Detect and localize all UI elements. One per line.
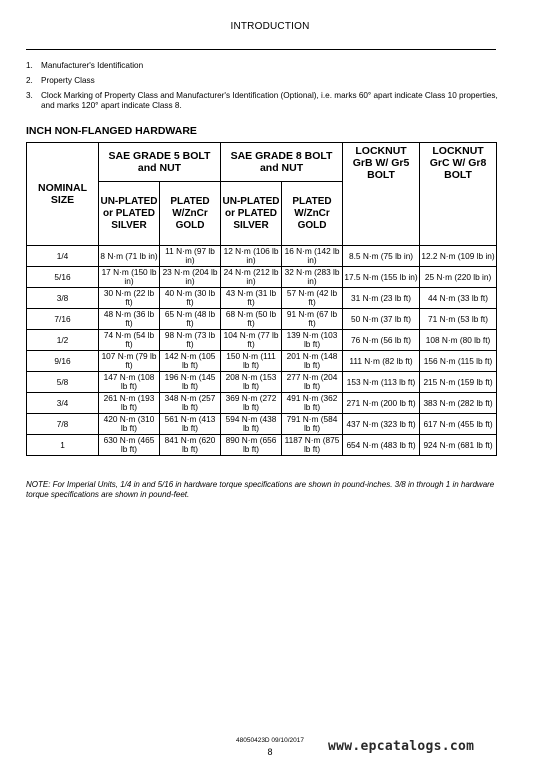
cell-value: 48 N·m (36 lb ft) <box>99 309 160 330</box>
cell-value: 153 N·m (113 lb ft) <box>343 372 420 393</box>
cell-size: 1/2 <box>27 330 99 351</box>
cell-value: 924 N·m (681 lb ft) <box>420 435 497 456</box>
cell-size: 3/4 <box>27 393 99 414</box>
table-row <box>27 330 497 351</box>
cell-value: 348 N·m (257 lb ft) <box>160 393 221 414</box>
cell-value: 594 N·m (438 lb ft) <box>221 414 282 435</box>
cell-value: 215 N·m (159 lb ft) <box>420 372 497 393</box>
cell-value: 383 N·m (282 lb ft) <box>420 393 497 414</box>
note-item <box>26 61 506 71</box>
note-number: 2. <box>26 76 33 85</box>
cell-value: 71 N·m (53 lb ft) <box>420 309 497 330</box>
page-header-title: INTRODUCTION <box>230 21 310 32</box>
table-header-row <box>27 143 497 182</box>
cell-value: 12 N·m (106 lb in) <box>221 246 282 267</box>
cell-value: 491 N·m (362 lb ft) <box>282 393 343 414</box>
cell-value: 369 N·m (272 lb ft) <box>221 393 282 414</box>
cell-value: 261 N·m (193 lb ft) <box>99 393 160 414</box>
cell-value: 156 N·m (115 lb ft) <box>420 351 497 372</box>
header-sae-grade-5: SAE GRADE 5 BOLT and NUT <box>99 143 221 182</box>
cell-value: 30 N·m (22 lb ft) <box>99 288 160 309</box>
watermark-link[interactable]: www.epcatalogs.com <box>328 739 475 754</box>
cell-value: 142 N·m (105 lb ft) <box>160 351 221 372</box>
table-body <box>27 246 497 456</box>
cell-value: 50 N·m (37 lb ft) <box>343 309 420 330</box>
cell-value: 107 N·m (79 lb ft) <box>99 351 160 372</box>
cell-size: 5/8 <box>27 372 99 393</box>
note-item <box>26 76 506 86</box>
cell-value: 57 N·m (42 lb ft) <box>282 288 343 309</box>
cell-value: 437 N·m (323 lb ft) <box>343 414 420 435</box>
table-row <box>27 435 497 456</box>
cell-value: 791 N·m (584 lb ft) <box>282 414 343 435</box>
cell-size: 7/16 <box>27 309 99 330</box>
cell-value: 31 N·m (23 lb ft) <box>343 288 420 309</box>
subheader-plated: PLATED W/ZnCr GOLD <box>160 182 221 246</box>
cell-value: 196 N·m (145 lb ft) <box>160 372 221 393</box>
cell-value: 139 N·m (103 lb ft) <box>282 330 343 351</box>
table-row <box>27 351 497 372</box>
cell-value: 277 N·m (204 lb ft) <box>282 372 343 393</box>
cell-value: 561 N·m (413 lb ft) <box>160 414 221 435</box>
cell-value: 420 N·m (310 lb ft) <box>99 414 160 435</box>
notes-list <box>26 61 506 116</box>
note-number: 1. <box>26 61 33 70</box>
cell-value: 11 N·m (97 lb in) <box>160 246 221 267</box>
cell-value: 91 N·m (67 lb ft) <box>282 309 343 330</box>
header-locknut-grc: LOCKNUT GrC W/ Gr8 BOLT <box>420 143 497 246</box>
cell-value: 98 N·m (73 lb ft) <box>160 330 221 351</box>
cell-size: 3/8 <box>27 288 99 309</box>
cell-value: 17.5 N·m (155 lb in) <box>343 267 420 288</box>
cell-value: 8.5 N·m (75 lb in) <box>343 246 420 267</box>
subheader-unplated: UN-PLATED or PLATED SILVER <box>221 182 282 246</box>
table-row <box>27 288 497 309</box>
cell-value: 104 N·m (77 lb ft) <box>221 330 282 351</box>
cell-value: 25 N·m (220 lb in) <box>420 267 497 288</box>
section-heading: INCH NON-FLANGED HARDWARE <box>26 125 197 137</box>
cell-value: 44 N·m (33 lb ft) <box>420 288 497 309</box>
note-text: Manufacturer's Identification <box>41 61 144 70</box>
header-rule <box>26 49 496 50</box>
cell-value: 841 N·m (620 lb ft) <box>160 435 221 456</box>
header-nominal-size: NOMINAL SIZE <box>27 143 99 246</box>
table-row <box>27 393 497 414</box>
cell-value: 890 N·m (656 lb ft) <box>221 435 282 456</box>
cell-value: 150 N·m (111 lb ft) <box>221 351 282 372</box>
cell-value: 147 N·m (108 lb ft) <box>99 372 160 393</box>
cell-value: 16 N·m (142 lb in) <box>282 246 343 267</box>
cell-value: 1187 N·m (875 lb ft) <box>282 435 343 456</box>
cell-value: 108 N·m (80 lb ft) <box>420 330 497 351</box>
note-text: Clock Marking of Property Class and Manufacturer's Identification (Optional), i.e. marks 60° apart indicate Class 10 properties, and marks 120° apart indicate Class 8. <box>41 91 498 110</box>
note-text: Property Class <box>41 76 95 85</box>
torque-table <box>26 142 497 456</box>
cell-value: 32 N·m (283 lb in) <box>282 267 343 288</box>
subheader-unplated: UN-PLATED or PLATED SILVER <box>99 182 160 246</box>
cell-value: 43 N·m (31 lb ft) <box>221 288 282 309</box>
cell-size: 1/4 <box>27 246 99 267</box>
cell-value: 617 N·m (455 lb ft) <box>420 414 497 435</box>
cell-value: 23 N·m (204 lb in) <box>160 267 221 288</box>
cell-value: 208 N·m (153 lb ft) <box>221 372 282 393</box>
note-item <box>26 91 506 111</box>
cell-value: 76 N·m (56 lb ft) <box>343 330 420 351</box>
cell-size: 7/8 <box>27 414 99 435</box>
table-row <box>27 309 497 330</box>
table-row <box>27 372 497 393</box>
table-row <box>27 267 497 288</box>
header-sae-grade-8: SAE GRADE 8 BOLT and NUT <box>221 143 343 182</box>
cell-value: 65 N·m (48 lb ft) <box>160 309 221 330</box>
cell-value: 654 N·m (483 lb ft) <box>343 435 420 456</box>
table-row <box>27 246 497 267</box>
header-locknut-grb: LOCKNUT GrB W/ Gr5 BOLT <box>343 143 420 246</box>
cell-value: 74 N·m (54 lb ft) <box>99 330 160 351</box>
subheader-plated: PLATED W/ZnCr GOLD <box>282 182 343 246</box>
page-number: 8 <box>267 747 273 757</box>
cell-size: 9/16 <box>27 351 99 372</box>
table-row <box>27 414 497 435</box>
cell-value: 17 N·m (150 lb in) <box>99 267 160 288</box>
document-number: 48050423D 09/10/2017 <box>236 737 304 744</box>
imperial-units-note: NOTE: For Imperial Units, 1/4 in and 5/16 in hardware torque specifications are shown in pound-inches. 3/8 in through 1 in hardware torque specifications are shown in pound-feet. <box>26 480 495 499</box>
cell-size: 5/16 <box>27 267 99 288</box>
cell-value: 111 N·m (82 lb ft) <box>343 351 420 372</box>
cell-value: 201 N·m (148 lb ft) <box>282 351 343 372</box>
cell-value: 630 N·m (465 lb ft) <box>99 435 160 456</box>
note-number: 3. <box>26 91 33 100</box>
cell-value: 24 N·m (212 lb in) <box>221 267 282 288</box>
cell-value: 68 N·m (50 lb ft) <box>221 309 282 330</box>
cell-value: 8 N·m (71 lb in) <box>99 246 160 267</box>
cell-value: 40 N·m (30 lb ft) <box>160 288 221 309</box>
cell-value: 271 N·m (200 lb ft) <box>343 393 420 414</box>
cell-size: 1 <box>27 435 99 456</box>
cell-value: 12.2 N·m (109 lb in) <box>420 246 497 267</box>
